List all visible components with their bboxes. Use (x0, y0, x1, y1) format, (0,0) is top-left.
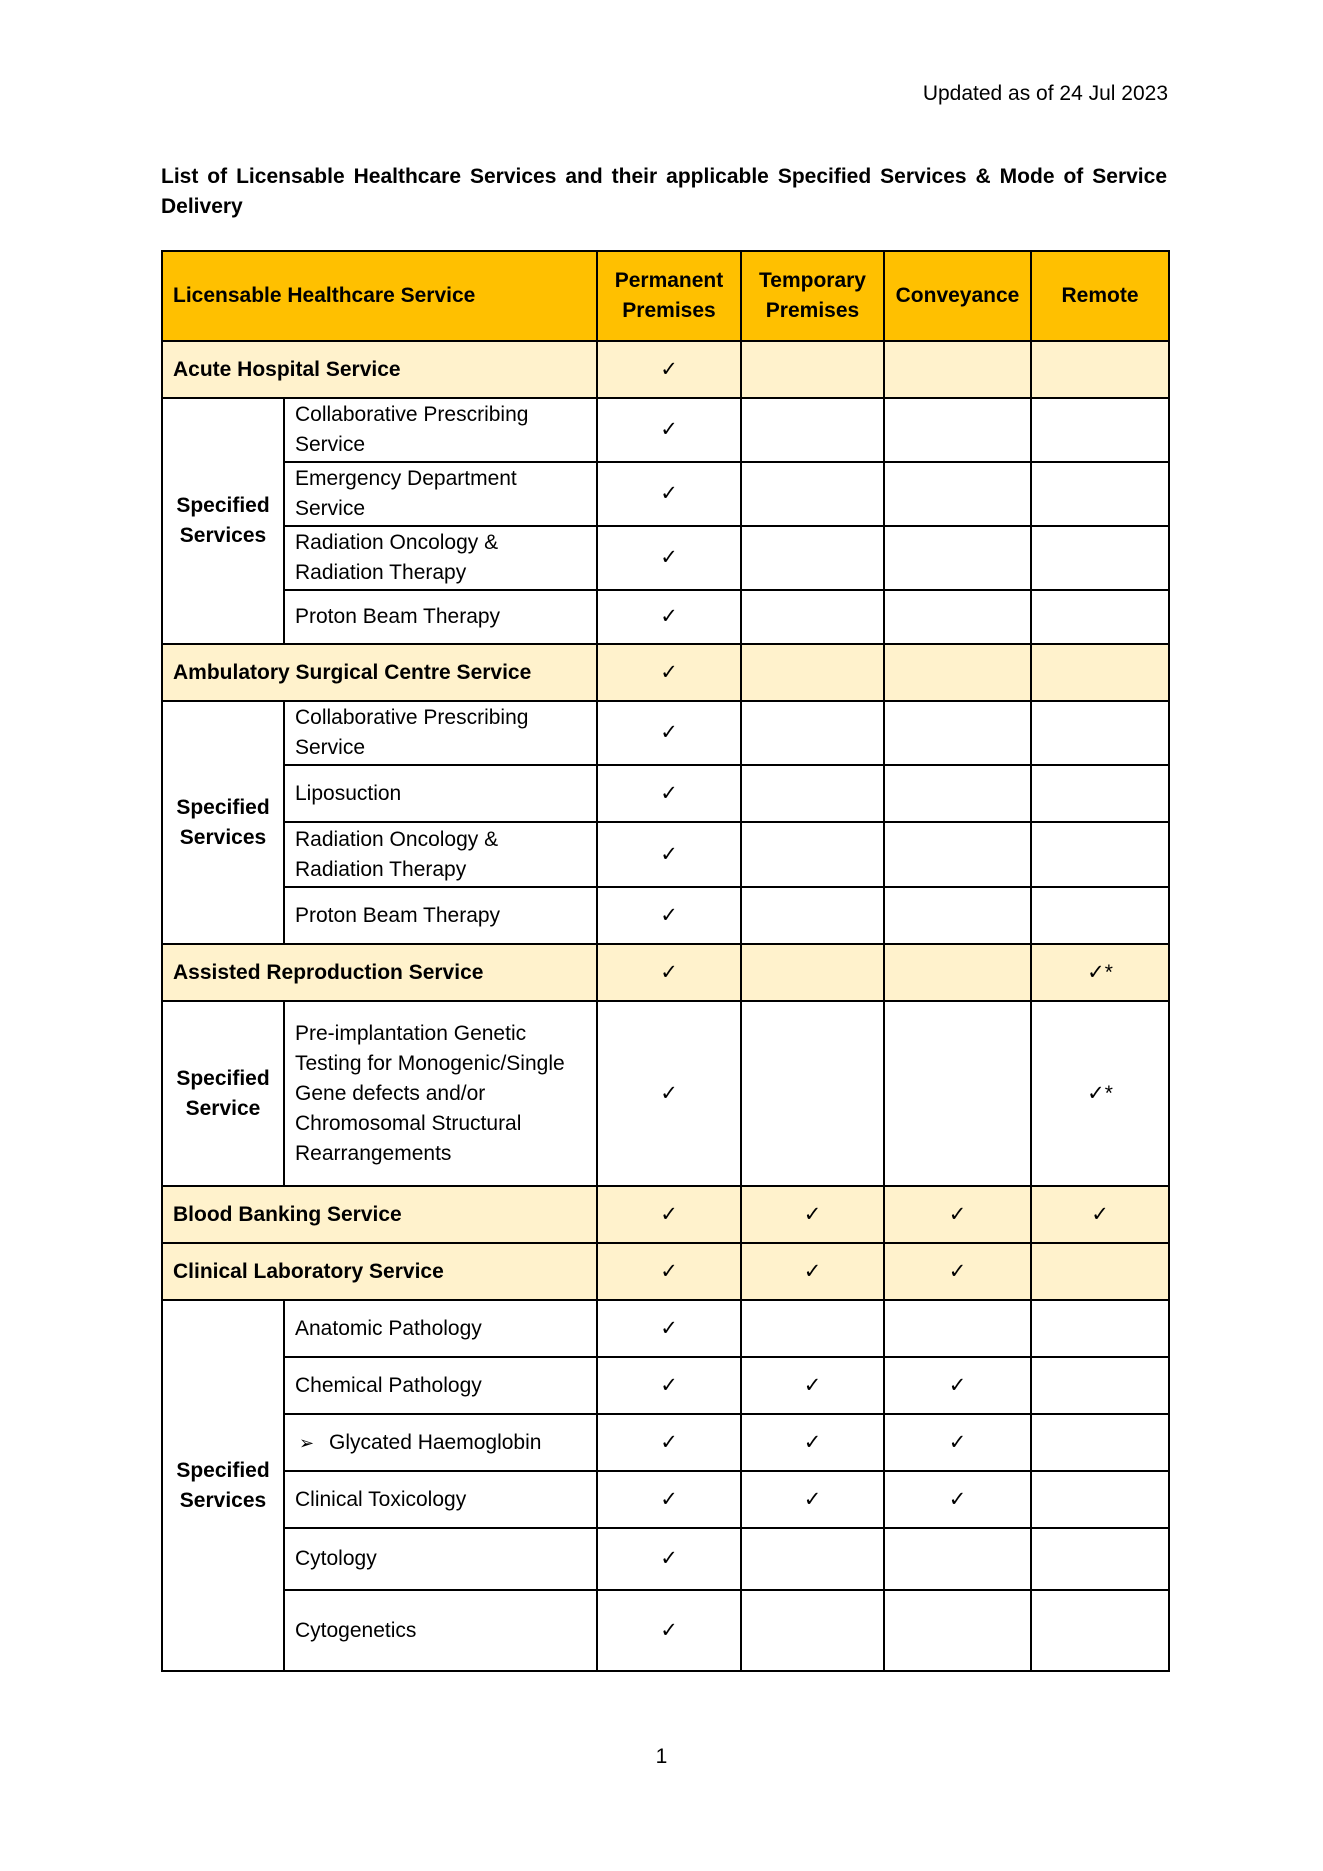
mark-cell (884, 526, 1031, 590)
header-service: Licensable Healthcare Service (162, 251, 597, 341)
specified-service-name: Cytogenetics (284, 1590, 597, 1671)
table-header-row (162, 251, 1169, 341)
specified-service-name: Collaborative Prescribing Service (284, 398, 597, 462)
check-icon: ✓ (741, 1471, 884, 1528)
check-icon: ✓ (597, 1528, 741, 1590)
mark-cell (741, 822, 884, 887)
specified-service-row (162, 1001, 1169, 1186)
header-conveyance: Conveyance (884, 251, 1031, 341)
check-icon: ✓ (597, 1300, 741, 1357)
check-asterisk-icon: ✓* (1031, 1001, 1169, 1186)
check-icon: ✓ (597, 462, 741, 526)
mark-cell (884, 341, 1031, 398)
mark-cell (884, 398, 1031, 462)
check-icon: ✓ (597, 644, 741, 701)
specified-services-label: Specified Service (162, 1001, 284, 1186)
check-icon: ✓ (597, 944, 741, 1001)
check-icon: ✓ (597, 887, 741, 944)
mark-cell (741, 765, 884, 822)
specified-service-name: Emergency Department Service (284, 462, 597, 526)
sub-service-label: Glycated Haemoglobin (329, 1430, 542, 1454)
specified-service-row (162, 1471, 1169, 1528)
specified-service-row (162, 1300, 1169, 1357)
specified-service-name: Liposuction (284, 765, 597, 822)
specified-service-name: Clinical Toxicology (284, 1471, 597, 1528)
mark-cell (884, 822, 1031, 887)
check-icon: ✓ (597, 398, 741, 462)
check-icon: ✓ (597, 1590, 741, 1671)
specified-service-name: Cytology (284, 1528, 597, 1590)
document-title: List of Licensable Healthcare Services and their applicable Specified Services & Mode of Service Delivery (161, 165, 1167, 218)
specified-service-row (162, 1414, 1169, 1471)
specified-service-name: Proton Beam Therapy (284, 590, 597, 644)
mark-cell (1031, 1300, 1169, 1357)
specified-service-name: Pre-implantation Genetic Testing for Monogenic/Single Gene defects and/or Chromosomal Structural Rearrangements (284, 1001, 597, 1186)
check-icon: ✓ (597, 526, 741, 590)
mark-cell (884, 1590, 1031, 1671)
specified-service-row (162, 822, 1169, 887)
service-name: Clinical Laboratory Service (162, 1243, 597, 1300)
mark-cell (1031, 398, 1169, 462)
specified-service-name: Anatomic Pathology (284, 1300, 597, 1357)
mark-cell (884, 1001, 1031, 1186)
mark-cell (741, 1528, 884, 1590)
mark-cell (884, 462, 1031, 526)
check-icon: ✓ (597, 1243, 741, 1300)
specified-service-name: Chemical Pathology (284, 1357, 597, 1414)
check-icon: ✓ (597, 1414, 741, 1471)
mark-cell (741, 341, 884, 398)
mark-cell (884, 1300, 1031, 1357)
check-icon: ✓ (741, 1243, 884, 1300)
mark-cell (741, 398, 884, 462)
check-icon: ✓ (884, 1414, 1031, 1471)
mark-cell (1031, 644, 1169, 701)
check-asterisk-icon: ✓* (1031, 944, 1169, 1001)
check-icon: ✓ (597, 590, 741, 644)
service-row (162, 944, 1169, 1001)
check-icon: ✓ (884, 1243, 1031, 1300)
specified-service-row (162, 1590, 1169, 1671)
specified-service-row (162, 526, 1169, 590)
mark-cell (741, 590, 884, 644)
header-remote: Remote (1031, 251, 1169, 341)
specified-service-name: Proton Beam Therapy (284, 887, 597, 944)
specified-service-row (162, 1357, 1169, 1414)
mark-cell (741, 462, 884, 526)
page-number: 1 (655, 1745, 668, 1768)
mark-cell (884, 590, 1031, 644)
mark-cell (1031, 887, 1169, 944)
mark-cell (884, 1528, 1031, 1590)
service-row (162, 1243, 1169, 1300)
mark-cell (1031, 341, 1169, 398)
header-temporary-premises: Temporary Premises (741, 251, 884, 341)
mark-cell (1031, 1414, 1169, 1471)
service-name: Blood Banking Service (162, 1186, 597, 1243)
mark-cell (741, 887, 884, 944)
check-icon: ✓ (597, 822, 741, 887)
service-row (162, 341, 1169, 398)
updated-date: Updated as of 24 Jul 2023 (922, 82, 1168, 105)
mark-cell (1031, 590, 1169, 644)
mark-cell (884, 701, 1031, 765)
mark-cell (884, 944, 1031, 1001)
specified-service-name: Collaborative Prescribing Service (284, 701, 597, 765)
mark-cell (741, 701, 884, 765)
mark-cell (1031, 1471, 1169, 1528)
check-icon: ✓ (741, 1357, 884, 1414)
mark-cell (1031, 526, 1169, 590)
check-icon: ✓ (884, 1357, 1031, 1414)
mark-cell (1031, 1357, 1169, 1414)
mark-cell (1031, 1243, 1169, 1300)
mark-cell (1031, 1528, 1169, 1590)
specified-service-row (162, 462, 1169, 526)
check-icon: ✓ (597, 1357, 741, 1414)
specified-service-row (162, 1528, 1169, 1590)
header-permanent-premises: Permanent Premises (597, 251, 741, 341)
mark-cell (1031, 822, 1169, 887)
service-row (162, 644, 1169, 701)
specified-service-name: Radiation Oncology & Radiation Therapy (284, 526, 597, 590)
mark-cell (884, 765, 1031, 822)
specified-service-name-sub (284, 1414, 597, 1471)
specified-service-name: Radiation Oncology & Radiation Therapy (284, 822, 597, 887)
check-icon: ✓ (597, 701, 741, 765)
mark-cell (1031, 1590, 1169, 1671)
specified-service-row (162, 765, 1169, 822)
specified-services-label: Specified Services (162, 1300, 284, 1671)
check-icon: ✓ (741, 1186, 884, 1243)
specified-service-row (162, 398, 1169, 462)
mark-cell (1031, 462, 1169, 526)
check-icon: ✓ (597, 1471, 741, 1528)
specified-service-row (162, 590, 1169, 644)
mark-cell (884, 644, 1031, 701)
specified-service-row (162, 887, 1169, 944)
mark-cell (741, 526, 884, 590)
services-table (161, 250, 1170, 1672)
check-icon: ✓ (597, 1186, 741, 1243)
service-name: Acute Hospital Service (162, 341, 597, 398)
check-icon: ✓ (597, 765, 741, 822)
specified-service-row (162, 701, 1169, 765)
check-icon: ✓ (1031, 1186, 1169, 1243)
service-row (162, 1186, 1169, 1243)
service-name: Assisted Reproduction Service (162, 944, 597, 1001)
specified-services-label: Specified Services (162, 398, 284, 644)
mark-cell (741, 1001, 884, 1186)
check-icon: ✓ (597, 1001, 741, 1186)
mark-cell (1031, 701, 1169, 765)
service-name: Ambulatory Surgical Centre Service (162, 644, 597, 701)
mark-cell (741, 1300, 884, 1357)
check-icon: ✓ (884, 1471, 1031, 1528)
check-icon: ✓ (597, 341, 741, 398)
mark-cell (1031, 765, 1169, 822)
mark-cell (741, 1590, 884, 1671)
mark-cell (741, 944, 884, 1001)
check-icon: ✓ (741, 1414, 884, 1471)
specified-services-label: Specified Services (162, 701, 284, 944)
arrow-bullet-icon: ➢ (299, 1432, 315, 1453)
mark-cell (741, 644, 884, 701)
mark-cell (884, 887, 1031, 944)
check-icon: ✓ (884, 1186, 1031, 1243)
